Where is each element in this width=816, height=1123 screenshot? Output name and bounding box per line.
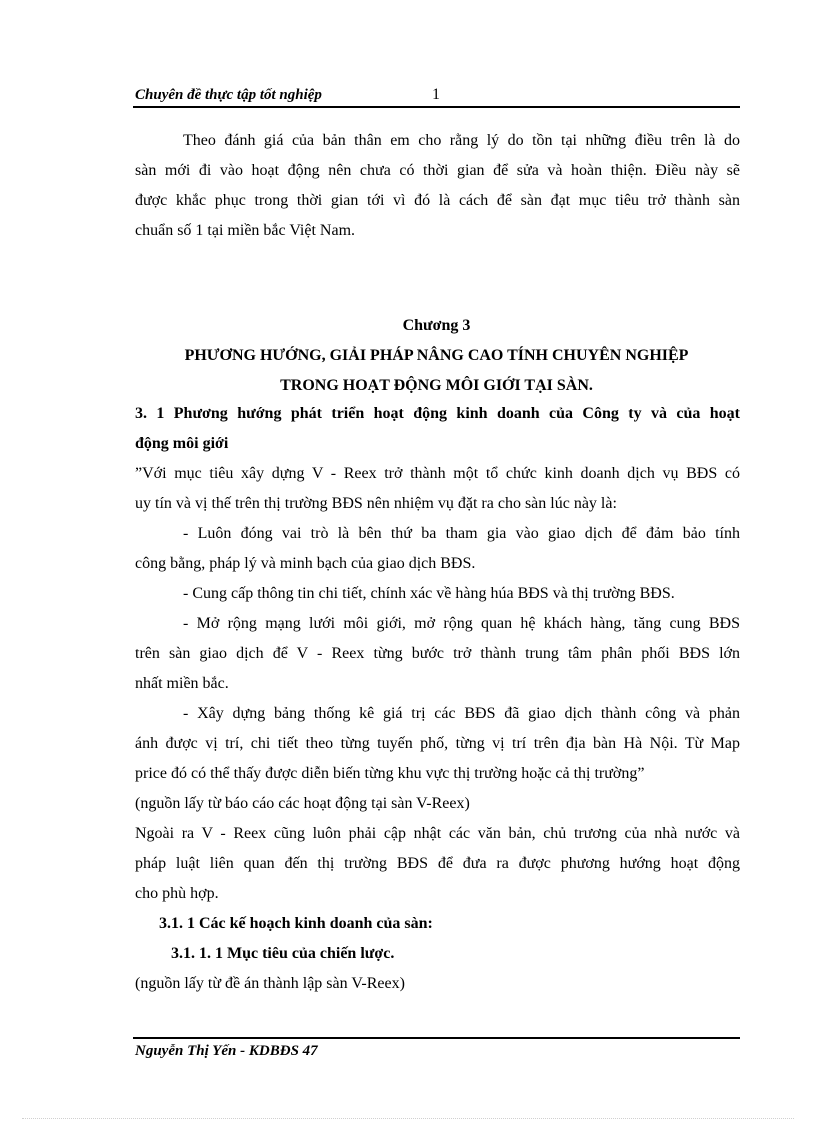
bullet-line: công bằng, pháp lý và minh bạch của giao dịch BĐS. xyxy=(135,555,476,572)
paragraph-two xyxy=(135,819,740,909)
bullet-line: nhất miền bắc. xyxy=(135,675,229,692)
footer-author: Nguyễn Thị Yến - KDBĐS 47 xyxy=(135,1043,318,1059)
bullet-line: - Luôn đóng vai trò là bên thứ ba tham gia vào giao dịch để đảm bảo tính xyxy=(183,525,740,542)
intro-line: được khắc phục trong thời gian tới vì đó là cách để sàn đạt mục tiêu trở thành sàn xyxy=(135,192,740,209)
intro-line: sàn mới đi vào hoạt động nên chưa có thời gian để sửa và hoàn thiện. Điều này sẽ xyxy=(135,162,740,179)
subsection-3-1-1: 3.1. 1 Các kế hoạch kinh doanh của sàn: xyxy=(159,915,433,932)
bullet-line: - Xây dựng bảng thống kê giá trị các BĐS đã giao dịch thành công và phản xyxy=(183,705,740,722)
intro-line: Theo đánh giá của bản thân em cho rằng lý do tồn tại những điều trên là do xyxy=(183,132,740,149)
chapter-title-line1: PHƯƠNG HƯỚNG, GIẢI PHÁP NÂNG CAO TÍNH CHUYÊN NGHIỆP xyxy=(184,347,689,364)
chapter-heading xyxy=(133,311,740,401)
intro-line: chuẩn số 1 tại miền bắc Việt Nam. xyxy=(135,222,356,239)
section-heading-line2: động môi giới xyxy=(135,435,229,452)
paragraph-line: pháp luật liên quan đến thị trường BĐS để đưa ra được phương hướng hoạt động xyxy=(135,855,740,872)
chapter-label: Chương 3 xyxy=(402,317,471,334)
bullet-line: trên sàn giao dịch để V - Reex từng bước trở thành trung tâm phân phối BĐS lớn xyxy=(135,645,740,662)
chapter-title-line2: TRONG HOẠT ĐỘNG MÔI GIỚI TẠI SÀN. xyxy=(280,377,593,394)
section-heading-line1: 3. 1 Phương hướng phát triển hoạt động kinh doanh của Công ty và của hoạt xyxy=(135,405,740,422)
source-note: (nguồn lấy từ đề án thành lập sàn V-Reex) xyxy=(135,975,405,992)
quote-block xyxy=(135,459,740,819)
header-title: Chuyên đề thực tập tốt nghiệp xyxy=(135,87,322,103)
bullet-line: - Cung cấp thông tin chi tiết, chính xác về hàng húa BĐS và thị trường BĐS. xyxy=(183,585,675,602)
paragraph-line: Ngoài ra V - Reex cũng luôn phải cập nhật các văn bản, chủ trương của nhà nước và xyxy=(135,825,740,842)
paragraph-line: cho phù hợp. xyxy=(135,885,219,902)
bullet-line: ánh được vị trí, chi tiết theo từng tuyến phố, từng vị trí trên địa bàn Hà Nội. Từ Map xyxy=(135,735,740,752)
subsection-3-1-1-1: 3.1. 1. 1 Mục tiêu của chiến lược. xyxy=(171,945,395,962)
page-header xyxy=(133,86,740,108)
quote-line: ”Với mục tiêu xây dựng V - Reex trở thành một tổ chức kinh doanh dịch vụ BĐS có xyxy=(135,465,740,482)
bullet-line: - Mở rộng mạng lưới môi giới, mở rộng quan hệ khách hàng, tăng cung BĐS xyxy=(183,615,740,632)
source-note: (nguồn lấy từ báo cáo các hoạt động tại sàn V-Reex) xyxy=(135,795,470,812)
page-number: 1 xyxy=(432,86,440,103)
subsections xyxy=(135,909,740,999)
page-bottom-edge xyxy=(22,1118,794,1119)
bullet-line: price đó có thể thấy được diễn biến từng khu vực thị trường hoặc cả thị trường” xyxy=(135,765,645,782)
footer-divider xyxy=(133,1037,740,1039)
section-heading xyxy=(135,399,740,459)
intro-paragraph xyxy=(135,126,740,246)
quote-line: uy tín và vị thế trên thị trường BĐS nên nhiệm vụ đặt ra cho sàn lúc này là: xyxy=(135,495,617,512)
